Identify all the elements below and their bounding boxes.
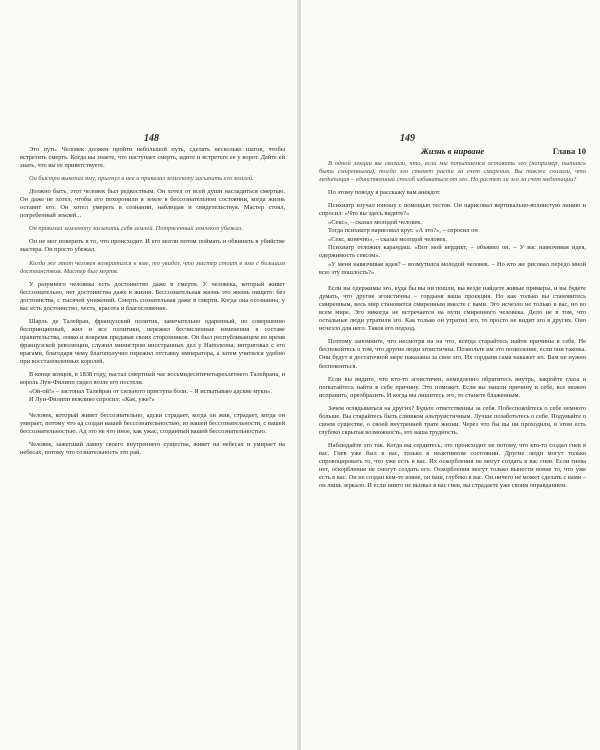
body-paragraph: У разумного человека есть достоинство даже в смерти. У человека, который живет бессознательно, нет достоинства даже в жизни. Бессознательная жизнь это жизнь нищего: без достоинства, с тысячей унижений. Смерть сознательная даже в смерти. Когда она осознанна, у вас есть достоинство, честь, красота и благословение. — [20, 280, 285, 312]
body-paragraph: Зачем оглядываться на других? Будьте ответственны за себя. Побеспокойтесь о себе немного больше. Вы старайтесь быть слишком альтруистичным. Лучше позаботьтесь о себе. Подумайте о своем существе, о своей внутренней трате жизни. Через что бы вы ни проходили, в этом есть глубоко скрытая возможность, это ваша трудность. — [319, 404, 586, 436]
question-paragraph: Он быстро выкопал яму, прыгнул в нее и приказал землекопу засыпать его землей. — [29, 175, 254, 183]
question-paragraph: Когда же этот человек возвратился к яме, то увидел, что мастер стоит в яме с большим достоинством. Мастер был мертв. — [20, 259, 285, 275]
body-paragraph: Человек, который живет бессознательно, адски страдает, когда он жив, страдает, когда он умирает, потому что ад создан вашей бессознательностью, из вашей бессознательности, с вашей бессознательностью. Ад это не что иное, как ужас, созданный вашей бессознательностью. — [20, 412, 285, 436]
question-paragraph: В одной лекции вы сказали, что, если мы попытаемся оставить эго (например, пытаясь быть смиренными), тогда эго станет расти за счет смирения. Вы также сказали, что медитация – единственный способ избавиться от эго. Но растет ли эго за счет медитации? — [319, 160, 586, 184]
left-page-body — [20, 146, 285, 463]
body-paragraph: «Ой-ой!» – застонал Талейран от сильного приступа боли. – Я испытываю адские муки». — [29, 387, 272, 395]
page-number: 148 — [144, 133, 159, 144]
question-paragraph: Он приказал землекопу засыпать себя землей. Потрясенный землекоп убежал. — [29, 225, 244, 233]
body-paragraph: Шарль де Талейран, французский политик, замечательно одаренный, но совершенно беспринципный, жил и все политики, пережил бесчисленные изменения в составе правительства, ловко и вовремя предавая своих сторонников. Он был республиканцем во время французской революции, служил министром иностранных дел у Наполеона, интриговал с его врагами, благодаря чему благополучно пережил отставку императора, а затем учитился удобно при восстановленных королей. — [20, 317, 285, 366]
body-paragraph: Если вы видите, что кто-то эгоистичен, немедленно обратитесь внутрь, закройте глаза и попытайтесь найти в себе причину. Это поможет. Если вы нашли причину в себе, все можно исправить, преобразить. И когда вы лишитесь эго, то станете блаженным. — [319, 375, 586, 399]
chapter-subtitle: Жизнь в нирване — [420, 146, 485, 156]
body-paragraph: По этому поводу я расскажу вам анекдот. — [328, 189, 441, 197]
body-paragraph: В конце концов, в 1838 году, настал смертный час восьмидесятичетырехлетнего Талейрана, и король Луи-Филипп сидел возле его постели. — [20, 371, 285, 387]
right-page — [301, 0, 600, 750]
page-number: 149 — [400, 133, 415, 144]
body-paragraph: Человек, зажегший лампу своего внутреннего существа, живет на небесах и умирает на небесах, потому что сознательность это рай. — [20, 441, 285, 457]
body-paragraph: Психиатр изучал юношу с помощью тестов. Он нарисовал вертикально-волнистую линию и спросил: «Что вы здесь видите?» — [319, 202, 586, 218]
body-paragraph: «Секс», – сказал молодой человек. — [328, 218, 422, 226]
body-paragraph: Это путь. Человек должен пройти небольшой путь, сделать несколько шагов, чтобы встретить смерть. Когда вы знаете, что наступает смерть, идите и встретьте ее у ворот. Дайте ей знать, что вы ее приветствуете. — [20, 146, 285, 170]
left-page — [0, 0, 299, 750]
body-paragraph: «Секс, конечно», – сказал молодой человек. — [328, 235, 448, 243]
chapter-heading: Глава 10 — [552, 146, 586, 156]
body-paragraph: Психиатр отложил карандаш. «Вот мой вердикт, – объявил он. – У вас навязчивая идея, одержимость сексом». — [319, 244, 586, 260]
body-paragraph: Поэтому запомните, что несмотря на на что, всегда старайтесь найти причины в себе. Не беспокойтесь о том, что другие люди эгоистичны. Позвольте им это позволение, если они таковы. Они будут в достаточной мере наказаны за свое эго. Их гордыня сама накажет их. Вам не нужно беспокоиться. — [319, 338, 586, 370]
body-paragraph: Тогда психиатр нарисовал круг. «А это?», – спросил он — [328, 227, 478, 235]
body-paragraph: И Луи-Филипп вежливо спросил: «Как, уже?» — [29, 396, 155, 404]
body-paragraph: Наблюдайте это так. Когда вы сердитесь, это происходит не потому, что кто-то создал гнев в вас. Гнев уже был в вас, только в неактивном состоянии. Другие люди могут только спровоцировать то, что уже есть в вас. Их оскорбления не могут создать в вас гнев. Если гнева нет, оскорбления не смогут создать его. Оскорбления могут только вынести вовне то, что уже есть в вас. Он не создан кем-то извне, он ваш, глубоко в вас. Он ничего не может сделать с вами – он лишь зеркало. И если никто не вызвал в вас гнев, вы страдаете уже своим оправданием. — [319, 441, 586, 490]
body-paragraph: Он не мог поверить в то, что происходит. И его могли потом поймать и обвинить в убийстве мастера. Он просто убежал. — [20, 238, 285, 254]
right-page-body — [319, 146, 586, 495]
body-paragraph: Если вы одержимы эго, куда бы вы ни пошли, вы везде найдете живые примеры, и вы будете думать, что другие эгоистичны – гордыня ваша проекция. Но как только вы становитесь смиренным, весь мир становится смиренным вместе с вами. Эго исчезло не только в вас, но во всем мире. Эго никогда не встречается на пути смиренного человека. Дело не в том, что остальные люди утратили эго. Как только он утратил эго, то просто не видит эго в других. Оно исчезло для него. Таков его подход. — [319, 285, 586, 333]
body-paragraph: Должно быть, этот человек был редкостным. Он хотел от всей души насладиться смертью. Он даже не хотел, чтобы его похоронили в земле в бессознательном состоянии, когда жизнь оставит его. Он хотел умереть в сознании, наблюдая и свидетельствуя. Мастер стоял, погребенный землей... — [20, 188, 285, 220]
body-paragraph: «У меня навязчивая идея? – возмутился молодой человек. – Но кто же рисовал передо мной всю эту пошлость?» — [319, 261, 586, 277]
